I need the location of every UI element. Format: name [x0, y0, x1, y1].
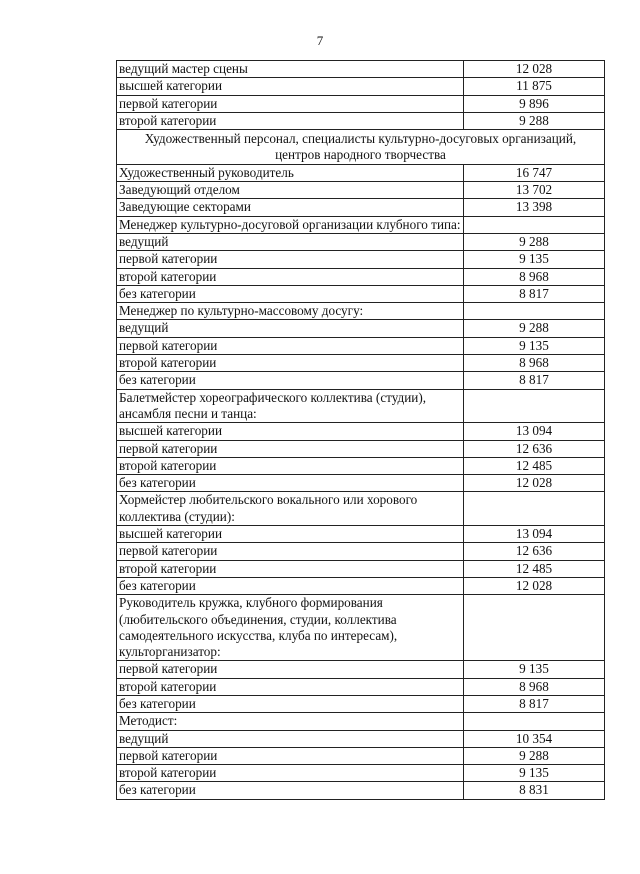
- table-row: [117, 423, 605, 440]
- table-row: [117, 595, 605, 661]
- table-row: [117, 457, 605, 474]
- table-row: [117, 678, 605, 695]
- salary-value: 12 485: [464, 457, 605, 474]
- position-name: ведущий: [117, 233, 464, 250]
- salary-value: 9 135: [464, 661, 605, 678]
- position-name: ведущий: [117, 320, 464, 337]
- section-heading-row: [117, 130, 605, 165]
- salary-value: 12 636: [464, 543, 605, 560]
- position-name: второй категории: [117, 765, 464, 782]
- salary-value: [464, 492, 605, 526]
- salary-value: 13 094: [464, 423, 605, 440]
- table-row: [117, 355, 605, 372]
- salary-value: 9 288: [464, 233, 605, 250]
- table-row: [117, 337, 605, 354]
- position-name: высшей категории: [117, 526, 464, 543]
- salary-value: 12 028: [464, 475, 605, 492]
- position-name: без категории: [117, 285, 464, 302]
- table-row: [117, 661, 605, 678]
- salary-value: 16 747: [464, 164, 605, 181]
- position-name: без категории: [117, 372, 464, 389]
- position-name: второй категории: [117, 678, 464, 695]
- position-name: второй категории: [117, 457, 464, 474]
- position-name: второй категории: [117, 112, 464, 129]
- position-name: без категории: [117, 475, 464, 492]
- position-group-label: Менеджер по культурно-массовому досугу:: [117, 303, 464, 320]
- salary-value: [464, 303, 605, 320]
- position-name: без категории: [117, 782, 464, 799]
- table-row: [117, 713, 605, 730]
- table-row: [117, 730, 605, 747]
- salary-value: 9 288: [464, 320, 605, 337]
- table-row: [117, 475, 605, 492]
- salary-value: 13 702: [464, 182, 605, 199]
- position-name: второй категории: [117, 268, 464, 285]
- salary-value: 9 135: [464, 337, 605, 354]
- salary-value: 8 817: [464, 372, 605, 389]
- table-row: [117, 61, 605, 78]
- salary-value: [464, 389, 605, 423]
- position-name: второй категории: [117, 355, 464, 372]
- position-name: первой категории: [117, 747, 464, 764]
- salary-value: 9 288: [464, 747, 605, 764]
- salary-value: 13 094: [464, 526, 605, 543]
- salary-value: [464, 713, 605, 730]
- salary-value: 12 636: [464, 440, 605, 457]
- salary-value: 8 817: [464, 695, 605, 712]
- position-name: высшей категории: [117, 423, 464, 440]
- table-row: [117, 233, 605, 250]
- table-row: [117, 251, 605, 268]
- position-group-label: Хормейстер любительского вокального или хорового коллектива (студии):: [117, 492, 464, 526]
- table-row: [117, 164, 605, 181]
- position-name: Художественный руководитель: [117, 164, 464, 181]
- salary-value: 8 968: [464, 268, 605, 285]
- position-name: первой категории: [117, 661, 464, 678]
- table-row: [117, 303, 605, 320]
- table-row: [117, 765, 605, 782]
- table-row: [117, 492, 605, 526]
- table-row: [117, 112, 605, 129]
- position-group-label: Руководитель кружка, клубного формирования (любительского объединения, студии, коллектива самодеятельного искусства, клуба по интересам), культорганизатор:: [117, 595, 464, 661]
- position-group-label: Менеджер культурно-досуговой организации клубного типа:: [117, 216, 464, 233]
- salary-value: 11 875: [464, 78, 605, 95]
- position-name: первой категории: [117, 95, 464, 112]
- table-row: [117, 526, 605, 543]
- position-name: без категории: [117, 577, 464, 594]
- table-row: [117, 543, 605, 560]
- table-row: [117, 782, 605, 799]
- salary-value: 9 288: [464, 112, 605, 129]
- table-row: [117, 695, 605, 712]
- table-row: [117, 216, 605, 233]
- position-name: первой категории: [117, 337, 464, 354]
- salary-value: 8 968: [464, 355, 605, 372]
- table-row: [117, 320, 605, 337]
- section-heading: Художественный персонал, специалисты культурно-досуговых организаций, центров народного творчества: [117, 130, 605, 165]
- table-row: [117, 577, 605, 594]
- salary-value: 9 135: [464, 765, 605, 782]
- salary-value: 10 354: [464, 730, 605, 747]
- position-name: высшей категории: [117, 78, 464, 95]
- salary-value: 12 028: [464, 577, 605, 594]
- position-name: Заведующий отделом: [117, 182, 464, 199]
- table-row: [117, 95, 605, 112]
- salary-value: 8 817: [464, 285, 605, 302]
- salary-value: 9 135: [464, 251, 605, 268]
- salary-table: [116, 60, 605, 800]
- table-row: [117, 389, 605, 423]
- position-group-label: Методист:: [117, 713, 464, 730]
- salary-value: 12 485: [464, 560, 605, 577]
- salary-value: 13 398: [464, 199, 605, 216]
- position-name: без категории: [117, 695, 464, 712]
- position-name: первой категории: [117, 543, 464, 560]
- table-row: [117, 285, 605, 302]
- position-name: Заведующие секторами: [117, 199, 464, 216]
- table-row: [117, 747, 605, 764]
- salary-value: [464, 216, 605, 233]
- table-row: [117, 182, 605, 199]
- page-number: 7: [316, 33, 324, 48]
- table-row: [117, 440, 605, 457]
- table-row: [117, 372, 605, 389]
- table-row: [117, 560, 605, 577]
- position-name: ведущий мастер сцены: [117, 61, 464, 78]
- salary-value: 12 028: [464, 61, 605, 78]
- table-row: [117, 78, 605, 95]
- position-name: первой категории: [117, 440, 464, 457]
- position-group-label: Балетмейстер хореографического коллектива (студии), ансамбля песни и танца:: [117, 389, 464, 423]
- position-name: ведущий: [117, 730, 464, 747]
- salary-value: 9 896: [464, 95, 605, 112]
- table-row: [117, 268, 605, 285]
- salary-value: 8 831: [464, 782, 605, 799]
- position-name: второй категории: [117, 560, 464, 577]
- position-name: первой категории: [117, 251, 464, 268]
- salary-value: [464, 595, 605, 661]
- salary-value: 8 968: [464, 678, 605, 695]
- table-row: [117, 199, 605, 216]
